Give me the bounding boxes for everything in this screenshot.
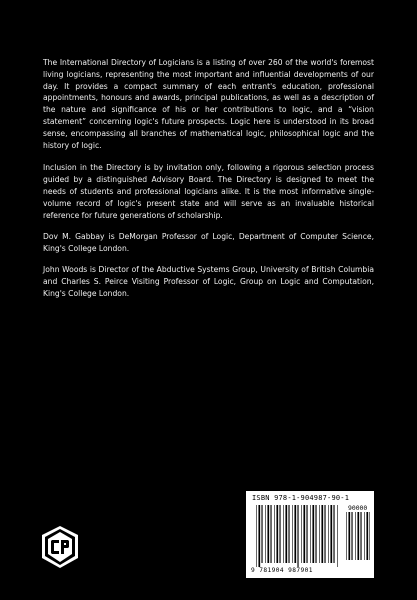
isbn-label: ISBN 978-1-904987-90-1 (252, 494, 350, 502)
barcode-bar (312, 505, 314, 563)
barcode-bar (297, 505, 298, 567)
barcode-bar (321, 505, 323, 563)
barcode-bar (283, 505, 284, 563)
barcode-bar (306, 505, 307, 563)
barcode-bar (258, 505, 260, 567)
blurb (43, 57, 374, 309)
college-publications-logo-icon (40, 525, 80, 569)
barcode-bar (324, 505, 325, 563)
blurb-paragraph-editor-woods: John Woods is Director of the Abductive Systems Group, University of British Columbia and Charles S. Peirce Visiting Professor of Logic, Group on Logic and Computation, King's College London. (43, 264, 374, 298)
barcode-bar (303, 505, 305, 563)
barcode-bar (348, 512, 350, 560)
barcode-bar (256, 505, 257, 567)
blurb-paragraph-description: The International Directory of Logicians is a listing of over 260 of the world's foremost living logicians, representing the most important and influential developments of our day. It provides a compact summary of each entrant's education, professional appointments, honours and awards, principal publications, as well as a description of the nature and significance of his or her contributions to logic, and a “vision statement” concerning logic's future prospects. Logic here is understood in its broad sense, encompassing all branches of mathematical logic, philosophical logic and the history of logic. (43, 58, 374, 150)
barcode-bar (288, 505, 289, 563)
barcode-bar (274, 505, 275, 563)
barcode-bar (328, 505, 329, 563)
ean-number: 9 781904 987901 (251, 567, 313, 574)
ean-barcode-bars (256, 505, 338, 567)
barcode-bar (330, 505, 332, 563)
isbn-barcode (246, 491, 374, 578)
barcode-bar (360, 512, 361, 560)
barcode-bar (357, 512, 359, 560)
addon-barcode-bars (346, 512, 370, 564)
barcode-bar (337, 505, 338, 567)
barcode-bar (333, 505, 334, 563)
barcode-bar (285, 505, 287, 563)
barcode-bar (369, 512, 370, 560)
barcode-bar (270, 505, 271, 563)
barcode-bar (315, 505, 316, 563)
barcode-bar (294, 505, 296, 563)
barcode-bar (366, 512, 368, 560)
barcode-bar (346, 512, 347, 560)
barcode-bar (319, 505, 320, 563)
barcode-bar (301, 505, 302, 563)
barcode-bar (351, 512, 352, 560)
barcode-bar (292, 505, 293, 563)
barcode-bar (279, 505, 280, 563)
barcode-bar (355, 512, 356, 560)
blurb-paragraph-editor-gabbay: Dov M. Gabbay is DeMorgan Professor of Logic, Department of Computer Science, King's College London. (43, 232, 374, 254)
blurb-paragraph-inclusion: Inclusion in the Directory is by invitation only, following a rigorous selection process guided by a distinguished Advisory Board. The Directory is designed to meet the needs of students and professional logicians alike. It is the most informative single-volume record of logic's present state and will serve as an invaluable historical reference for future generations of scholarship. (43, 163, 374, 220)
barcode-bar (265, 505, 266, 563)
barcode-bar (364, 512, 365, 560)
barcode-bar (267, 505, 269, 563)
barcode-bar (276, 505, 278, 563)
barcode-bar (310, 505, 311, 563)
barcode-bar (261, 505, 262, 563)
barcode-addon-number: 90000 (348, 504, 368, 512)
